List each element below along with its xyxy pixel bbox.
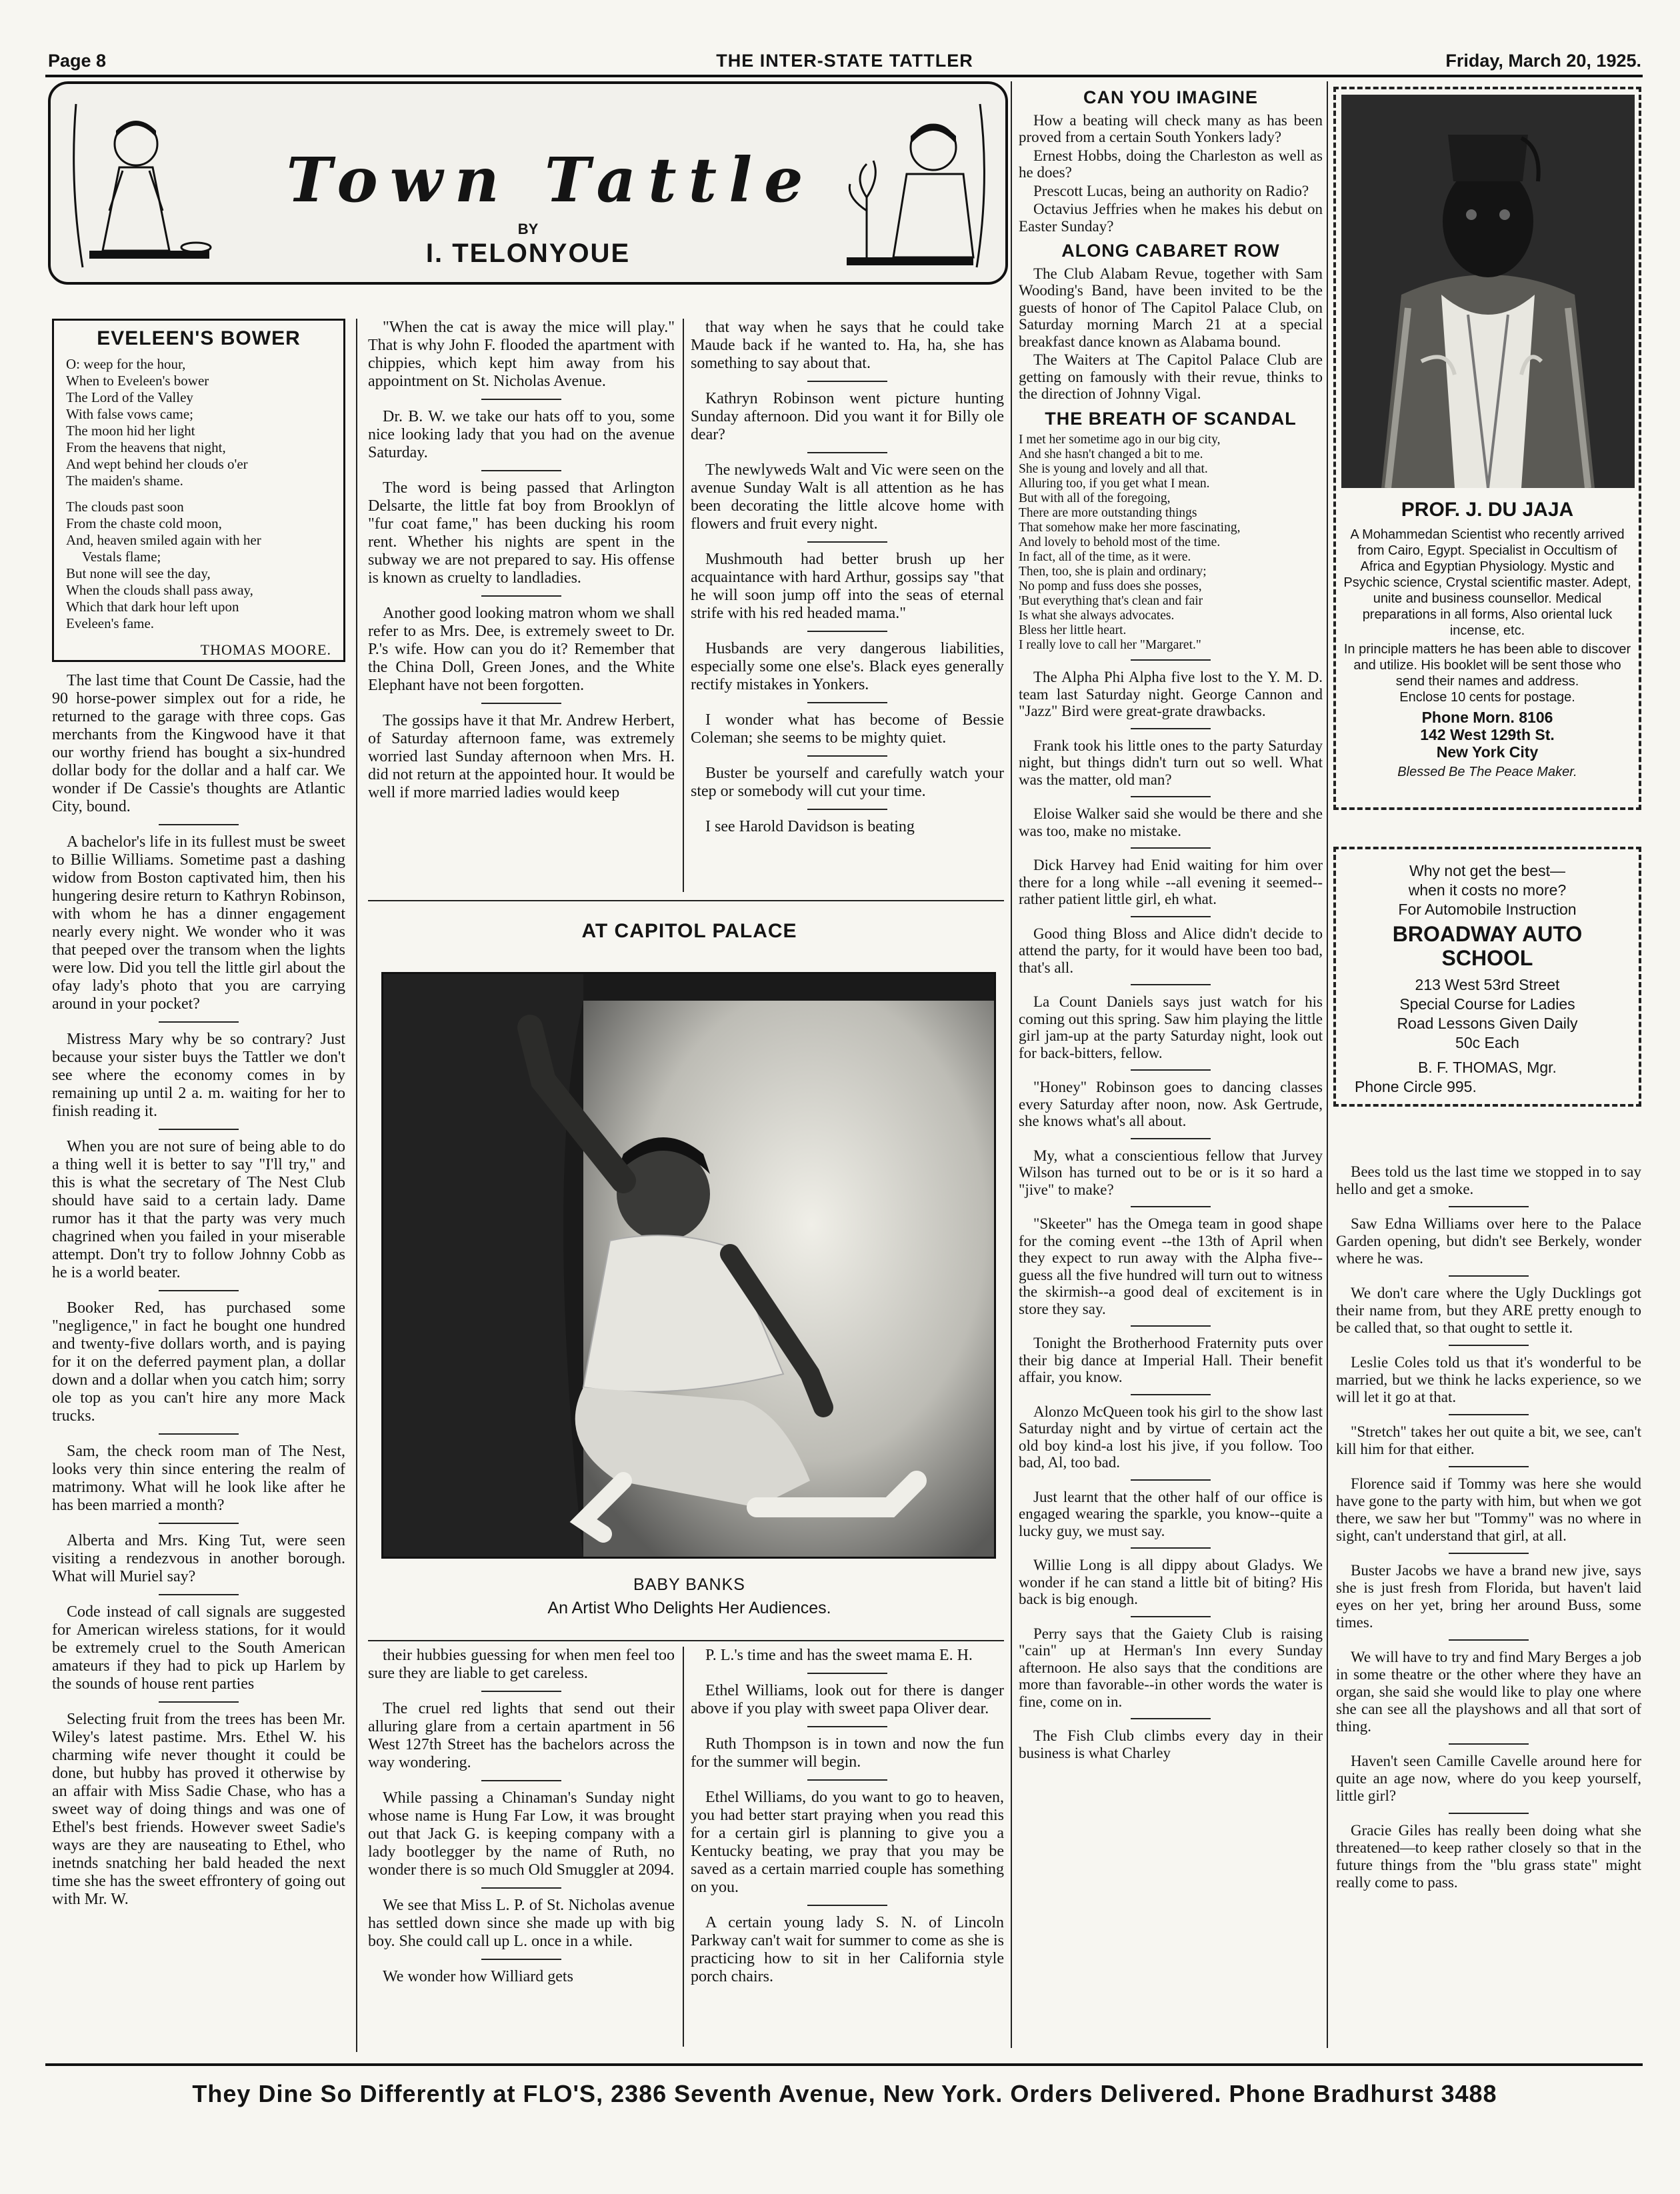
poem-line: From the chaste cold moon, — [66, 515, 222, 531]
item-divider — [1131, 1206, 1211, 1207]
column-3-top — [691, 319, 1004, 844]
gossip-item: Prescott Lucas, being an authority on Radio? — [1033, 182, 1309, 199]
gossip-item: Mistress Mary why be so contrary? Just because your sister buys the Tattler we don't see where the economy comes in by remaining up until 2 a. m. waiting for her to finish reading it. — [52, 1031, 345, 1120]
gossip-item: Buster be yourself and carefully watch your step or somebody will cut your time. — [691, 765, 1004, 800]
gossip-item: Willie Long is all dippy about Gladys. We wonder if he can stand a little bit of biting? His back is big enough. — [1019, 1557, 1323, 1607]
gossip-item: Booker Red, has purchased some "negligence," in fact he bought one hundred and twenty-five dollars worth, and is paying for it on the deferred payment plan, a dollar down and a dollar when you catch him; sorry ole top as you can't hire any more Mack trucks. — [52, 1299, 345, 1425]
photo-bottom-rule — [368, 1640, 1004, 1641]
gossip-item: How a beating will check many as has been proved from a certain South Yonkers lady? — [1019, 111, 1323, 145]
gossip-item: A bachelor's life in its fullest must be sweet to Billie Williams. Sometime past a dashing widow from Boston captivated him, then his hungering desire return to Kathryn Robinson, with whom he has a dinner engagement nearly every night. We wonder who it was that peeped over the transom when the lights were low. Did you tell the little girl about the ofay lady's photo that you are carrying around in your pocket? — [52, 833, 345, 1013]
item-divider — [481, 1691, 561, 1692]
poem-line: But with all of the foregoing, — [1019, 491, 1171, 505]
section-heading-cabaret: ALONG CABARET ROW — [1061, 241, 1280, 261]
gossip-item: "Honey" Robinson goes to dancing classes every Saturday after noon, now. Ask Gertrude, she knows what's all about. — [1019, 1079, 1323, 1129]
gossip-item: Ethel Williams, do you want to go to heaven, you had better start praying when you read this for a certain girl is planning to give you a Kentucky beating, we pray that you may be saved as a certain married couple has something on you. — [691, 1789, 1004, 1896]
gossip-item: The newlyweds Walt and Vic were seen on the avenue Sunday Walt is all attention as he has been decorating the little alcove home with flowers and fruit every night. — [691, 461, 1004, 533]
poem-line: The maiden's shame. — [66, 473, 183, 489]
poem-line: Alluring too, if you get what I mean. — [1019, 477, 1210, 491]
du-jaja-portrait — [1341, 95, 1635, 488]
item-divider — [159, 824, 239, 825]
column-1 — [52, 672, 345, 1917]
item-divider — [807, 1673, 887, 1674]
poem-line: And, heaven smiled again with her — [66, 532, 261, 548]
item-divider — [807, 541, 887, 543]
ad-manager: B. F. THOMAS, Mgr. — [1418, 1059, 1557, 1076]
item-divider — [1131, 796, 1211, 797]
item-divider — [1449, 1639, 1529, 1641]
item-divider — [807, 702, 887, 703]
column-rule — [683, 319, 684, 892]
column-2-top — [368, 319, 675, 810]
item-divider — [1449, 1206, 1529, 1207]
ad-text: when it costs no more? — [1408, 881, 1567, 899]
poem-line: With false vows came; — [66, 406, 194, 422]
gossip-item: We will have to try and find Mary Berges a job in some theatre or the other where they have an organ, she said she would like to play one where she can see all the playshows and all that sort of thing. — [1336, 1649, 1641, 1735]
du-jaja-advertisement — [1333, 87, 1641, 810]
item-divider — [481, 470, 561, 471]
gossip-item: Selecting fruit from the trees has been Mr. Wiley's latest pastime. Mrs. Ethel W. his charming wife never thought it could be done, but hubby has proved it otherwise by an affair with Miss Sadie Chase, who has a sweet way of doing things and was one of Ethel's best friends. However sweet Sadie's ways are they are nauseating to Ethel, who inetnds snatching her bald headed the next time she has the sweet effrontery of going out with Mr. W. — [52, 1711, 345, 1908]
poem-line: I met her sometime ago in our big city, — [1019, 433, 1221, 447]
poem-line: O: weep for the hour, — [66, 356, 186, 372]
poem-line: I really love to call her "Margaret." — [1019, 638, 1201, 652]
gossip-item: Another good looking matron whom we shall refer to as Mrs. Dee, is extremely sweet to Dr. P.'s wife. How can you do it? Remember that the China Doll, Green Jones, and the White Elephant have not been forgotten. — [368, 605, 675, 694]
poem-line: And she hasn't changed a bit to me. — [1019, 447, 1203, 461]
gossip-item: their hubbies guessing for when men feel too sure they are liable to get careless. — [368, 1647, 675, 1682]
ad-text: Enclose 10 cents for postage. — [1399, 690, 1575, 705]
item-divider — [1131, 1069, 1211, 1071]
ad-phone: Phone Morn. 8106 — [1421, 709, 1553, 726]
gossip-item: Buster Jacobs we have a brand new jive, says she is just fresh from Florida, but haven't laid eyes on her yet, bring her around Buss, some times. — [1336, 1562, 1641, 1631]
broadway-auto-school-advertisement — [1333, 847, 1641, 1107]
gossip-item: Dr. B. W. we take our hats off to you, some nice looking lady that you had on the avenue Saturday. — [368, 408, 675, 461]
gossip-item: Dick Harvey had Enid waiting for him over there for a long while --all evening it seemed--rather patient little girl, eh what. — [1019, 857, 1323, 907]
photo-subcaption: An Artist Who Delights Her Audiences. — [547, 1599, 831, 1617]
poem-line: The moon hid her light — [66, 423, 195, 439]
gossip-item: Alberta and Mrs. King Tut, were seen visiting a rendezvous in another borough. What will Muriel say? — [52, 1532, 345, 1585]
poem-line: The Lord of the Valley — [66, 389, 193, 405]
item-divider — [1449, 1743, 1529, 1745]
gossip-item: Florence said if Tommy was here she would have gone to the party with him, but when we got there, we saw her but "Tommy" was no where in sight, can't understand that girl, at all. — [1336, 1475, 1641, 1544]
gossip-item: Perry says that the Gaiety Club is raising "cain" up at Herman's Inn every Sunday afternoon. He also says that the conditions are more than favorable--in other words the water is fine, come on in. — [1019, 1625, 1323, 1710]
column-5 — [1336, 1163, 1641, 1899]
item-divider — [1449, 1275, 1529, 1277]
man-with-plant-illustration-icon — [827, 97, 993, 274]
ad-text: A Mohammedan Scientist who recently arrived from Cairo, Egypt. Specialist in Occultism of Africa and Egyptian Physiology. Mystic and Psychic science, Crystal scientific master. Adept, unite and business counsellor. Medical preparations in all forms, Also oriental luck incense, etc. — [1343, 527, 1631, 638]
poem-title: EVELEEN'S BOWER — [97, 327, 301, 349]
poem-line: Vestals flame; — [82, 549, 161, 565]
byline-label: BY — [517, 221, 539, 237]
poem-line: Which that dark hour left upon — [66, 599, 239, 615]
gossip-item: A certain young lady S. N. of Lincoln Parkway can't wait for summer to come as she is practicing how to sit in her California style porch chairs. — [691, 1914, 1004, 1985]
gossip-item: We wonder how Williard gets — [383, 1968, 573, 1985]
item-divider — [1131, 1325, 1211, 1327]
item-divider — [1131, 1479, 1211, 1481]
gossip-item: Eloise Walker said she would be there and she was too, make no mistake. — [1019, 805, 1323, 839]
gossip-item: Haven't seen Camille Cavelle around here for quite an age now, where do you keep yourself, little girl? — [1336, 1753, 1641, 1804]
item-divider — [1131, 916, 1211, 917]
newspaper-title: THE INTER-STATE TATTLER — [716, 51, 973, 71]
item-divider — [1449, 1553, 1529, 1554]
top-rule — [45, 75, 1643, 77]
gossip-item: The cruel red lights that send out their alluring glare from a certain apartment in 56 West 127th Street has the bachelors across the way wondering. — [368, 1700, 675, 1771]
gossip-item: We don't care where the Ugly Ducklings got their name from, but they ARE pretty enough to be called that, so that ought to settle it. — [1336, 1285, 1641, 1336]
gossip-item: Octavius Jeffries when he makes his debut on Easter Sunday? — [1019, 201, 1323, 235]
gossip-item: Tonight the Brotherhood Fraternity puts over their big dance at Imperial Hall. Their benefit affair, you know. — [1019, 1335, 1323, 1385]
ad-phone: Phone Circle 995. — [1355, 1078, 1477, 1095]
poem-line: No pomp and fuss does she posses, — [1019, 579, 1202, 593]
poem-stanza-1 — [66, 356, 331, 489]
item-divider — [1131, 659, 1211, 661]
gossip-item: We see that Miss L. P. of St. Nicholas avenue has settled down since she made up with big boy. She could call up L. once in a while. — [368, 1897, 675, 1950]
byline-author: I. TELONYOUE — [425, 239, 631, 268]
column-4 — [1019, 87, 1323, 1769]
town-tattle-banner — [48, 81, 1008, 285]
poem-line: That somehow make her more fascinating, — [1019, 521, 1241, 535]
column-rule — [683, 1647, 684, 2047]
poem-author: THOMAS MOORE. — [200, 641, 331, 658]
gossip-item: "When the cat is away the mice will play." That is why John F. flooded the apartment with chippies, which kept him away from his appointment on St. Nicholas Avenue. — [368, 319, 675, 390]
gossip-item: While passing a Chinaman's Sunday night whose name is Hung Far Low, it was brought out that Jack G. is keeping company with a lady bootlegger by the name of Ruth, no wonder there is so much Old Smuggler at 2094. — [368, 1789, 675, 1879]
gossip-item: Good thing Bloss and Alice didn't decide to attend the party, for it would have been too bad, that's all. — [1019, 925, 1323, 976]
item-divider — [481, 703, 561, 704]
item-divider — [807, 381, 887, 382]
gossip-item: The Fish Club climbs every day in their business is what Charley — [1019, 1727, 1323, 1761]
gossip-item: I wonder what has become of Bessie Coleman; she seems to be mighty quiet. — [691, 711, 1004, 747]
man-in-fez-portrait-icon — [1341, 95, 1635, 488]
ad-text: Special Course for Ladies — [1399, 995, 1575, 1013]
item-divider — [481, 1780, 561, 1781]
gossip-item: The last time that Count De Cassie, had the 90 horse-power simplex out for a ride, he returned to the garage with three cops. Gas merchants from the Kingwood have it that our worthy friend has bought a six-hundred dollar body for the dollar and a half car. We wonder if De Cassie's thoughts are Atlantic City, bound. — [52, 672, 345, 815]
gossip-item: Ernest Hobbs, doing the Charleston as well as he does? — [1019, 147, 1323, 181]
gossip-item: The Club Alabam Revue, together with Sam Wooding's Band, have been invited to be the guests of honor of The Capitol Palace Club, on Saturday morning March 21 at a special breakfast dance known as Alabama bound. — [1019, 265, 1323, 350]
item-divider — [1131, 1616, 1211, 1617]
item-divider — [159, 1701, 239, 1703]
poem-line: Is what she always advocates. — [1019, 609, 1175, 623]
poem-line: But none will see the day, — [66, 565, 211, 581]
poem-line: And wept behind her clouds o'er — [66, 456, 248, 472]
du-jaja-body — [1341, 527, 1633, 780]
gossip-item: Kathryn Robinson went picture hunting Sunday afternoon. Did you want it for Billy ole dear? — [691, 390, 1004, 443]
issue-date: Friday, March 20, 1925. — [1445, 51, 1641, 71]
photo-heading: AT CAPITOL PALACE — [581, 920, 797, 942]
masthead — [48, 47, 1641, 76]
item-divider — [807, 755, 887, 757]
poem-line: 'But everything that's clean and fair — [1019, 594, 1203, 608]
gossip-item: The Alpha Phi Alpha five lost to the Y. M. D. team last Saturday night. George Cannon and "Jazz" Bird were great-grate drawbacks. — [1019, 669, 1323, 719]
gossip-item: Ruth Thompson is in town and now the fun for the summer will begin. — [691, 1735, 1004, 1771]
ad-price: 50c Each — [1455, 1034, 1519, 1051]
gossip-item: Code instead of call signals are suggested for American wireless stations, for it would be extremely cruel to the South American amateurs if they had to pick up Harlem by the sounds of house rent parties — [52, 1603, 345, 1693]
item-divider — [807, 1905, 887, 1906]
column-rule — [1327, 81, 1328, 2048]
item-divider — [807, 631, 887, 632]
item-divider — [159, 1290, 239, 1291]
column-rule — [1011, 81, 1012, 2048]
dancer-photo-icon — [383, 974, 996, 1559]
item-divider — [481, 1887, 561, 1889]
poem-line: When the clouds shall pass away, — [66, 582, 253, 598]
gossip-item: "Skeeter" has the Omega team in good shape for the coming event --the 13th of April when they expect to run away with the Alpha five--guess all the five hundred will turn out to witness the skirmish--a good deal of excitement is in store they say. — [1019, 1215, 1323, 1317]
gossip-item: Alonzo McQueen took his girl to the show last Saturday night and by virtue of certain act the old boy kind-a lost his jive, if you follow. Too bad, Al, too bad. — [1019, 1403, 1323, 1471]
gossip-item: The Waiters at The Capitol Palace Club are getting on famously with their revue, thinks to the direction of Johnny Vigal. — [1019, 351, 1323, 402]
item-divider — [1131, 728, 1211, 729]
section-heading-imagine: CAN YOU IMAGINE — [1083, 87, 1259, 107]
gossip-item: When you are not sure of being able to do a thing well it is better to say "I'll try," and this is what the secretary of The Nest Club should have said to a certain lady. Dame rumor has it that the party was very much chagrined when you failed in your miserable attempt. Don't try to follow Johnny Cobb as he is a world beater. — [52, 1138, 345, 1281]
gossip-item: Saw Edna Williams over here to the Palace Garden opening, but didn't see Berkely, wonder where he was. — [1336, 1215, 1641, 1267]
column-2-bottom — [368, 1647, 675, 1994]
item-divider — [1449, 1466, 1529, 1467]
poem-line: Bless her little heart. — [1019, 623, 1127, 637]
item-divider — [1449, 1414, 1529, 1415]
baby-banks-photo — [381, 972, 996, 1559]
ad-address: 142 West 129th St. — [1420, 726, 1555, 743]
bottom-rule — [45, 2063, 1643, 2066]
photo-caption: BABY BANKS — [633, 1575, 745, 1594]
gossip-item: that way when he says that he could take Maude back if he wanted to. Ha, ha, she has something to say about that. — [691, 319, 1004, 372]
section-heading-scandal: THE BREATH OF SCANDAL — [1045, 408, 1297, 429]
gossip-item: The gossips have it that Mr. Andrew Herbert, of Saturday afternoon fame, was extremely worried last Sunday afternoon when Mrs. H. did not return at the appointed hour. It would be well if more married ladies would keep — [368, 712, 675, 801]
photo-top-rule — [368, 900, 1004, 901]
page-number: Page 8 — [48, 51, 107, 71]
item-divider — [1131, 1718, 1211, 1719]
ad-city: New York City — [1436, 743, 1539, 761]
poem-line: The clouds past soon — [66, 499, 184, 515]
item-divider — [159, 1433, 239, 1435]
poem-line: Then, too, she is plain and ordinary; — [1019, 565, 1207, 579]
column-rule — [356, 319, 357, 2052]
item-divider — [1449, 1345, 1529, 1346]
flos-footer-advertisement: They Dine So Differently at FLO'S, 2386 Seventh Avenue, New York. Orders Delivered. Phone Bradhurst 3488 — [192, 2080, 1497, 2107]
item-divider — [159, 1523, 239, 1524]
gossip-item: My, what a conscientious fellow that Jurvey Wilson has turned out to be or is it so hard a "jive" to make? — [1019, 1147, 1323, 1198]
column-3-bottom — [691, 1647, 1004, 1994]
gossip-item: Husbands are very dangerous liabilities, especially some one else's. Black eyes generally rectify mistakes in Yonkers. — [691, 640, 1004, 693]
item-divider — [1131, 1547, 1211, 1549]
item-divider — [481, 1959, 561, 1960]
gossip-item: La Count Daniels says just watch for his coming out this spring. Saw him playing the little girl jam-up at the party Saturday night, look out for back-bitters, fellow. — [1019, 993, 1323, 1061]
gossip-item: Sam, the check room man of The Nest, looks very thin since entering the realm of matrimony. What will he look like after he has been married a month? — [52, 1443, 345, 1514]
ad-address: 213 West 53rd Street — [1415, 976, 1560, 993]
scandal-poem — [1019, 433, 1323, 653]
poem-line: From the heavens that night, — [66, 439, 226, 455]
ad-text: Why not get the best— — [1409, 862, 1565, 879]
item-divider — [481, 399, 561, 400]
item-divider — [807, 809, 887, 810]
gossip-item: Bees told us the last time we stopped in to say hello and get a smoke. — [1336, 1163, 1641, 1197]
item-divider — [807, 1726, 887, 1727]
ad-text: Road Lessons Given Daily — [1397, 1015, 1578, 1032]
item-divider — [159, 1021, 239, 1023]
photo-feature — [375, 905, 1004, 1639]
section-title: Town Tattle — [286, 144, 815, 216]
item-divider — [1131, 984, 1211, 985]
item-divider — [807, 1779, 887, 1781]
item-divider — [481, 595, 561, 597]
item-divider — [807, 452, 887, 453]
gossip-item: Ethel Williams, look out for there is danger above if you play with sweet papa Oliver dear. — [691, 1682, 1004, 1717]
poem-line: She is young and lovely and all that. — [1019, 462, 1208, 476]
ad-motto: Blessed Be The Peace Maker. — [1397, 765, 1577, 779]
gossip-item: Gracie Giles has really been doing what she threatened—to keep rather closely so that in the future things from the "blu grass state" might really come to pass. — [1336, 1822, 1641, 1891]
poem-line: In fact, all of the time, as it were. — [1019, 550, 1191, 564]
poem-line: And lovely to behold most of the time. — [1019, 535, 1221, 549]
item-divider — [1131, 1394, 1211, 1395]
poem-stanza-2 — [66, 499, 331, 632]
gossip-item: The word is being passed that Arlington Delsarte, the little fat boy from Brooklyn of "fur coat fame," has been ducking his room rent. Whether his nights are spent in the subway we are not prepared to say. His offense is known as cruelty to landladies. — [368, 479, 675, 587]
gossip-item: "Stretch" takes her out quite a bit, we see, can't kill him for that either. — [1336, 1423, 1641, 1457]
poem-box — [52, 319, 345, 662]
poem-line: When to Eveleen's bower — [66, 373, 209, 389]
ad-business-name: BROADWAY AUTO SCHOOL — [1392, 922, 1583, 970]
item-divider — [1131, 847, 1211, 849]
ad-text: For Automobile Instruction — [1398, 901, 1577, 918]
gossip-item: Frank took his little ones to the party Saturday night, but things didn't turn out so well. What was the matter, old man? — [1019, 737, 1323, 788]
gossip-item: Just learnt that the other half of our office is engaged wearing the sparkle, you know--quite a lucky guy, we must say. — [1019, 1488, 1323, 1539]
item-divider — [1131, 1138, 1211, 1139]
poem-line: There are more outstanding things — [1019, 506, 1197, 520]
du-jaja-name: PROF. J. DU JAJA — [1401, 499, 1574, 521]
poem-line: Eveleen's fame. — [66, 615, 155, 631]
item-divider — [159, 1594, 239, 1595]
gossip-item: I see Harold Davidson is beating — [705, 818, 915, 835]
gossip-item: Mushmouth had better brush up her acquaintance with hard Arthur, gossips say "that he will soon jump off into the seas of eternal strife with his red headed mama." — [691, 551, 1004, 622]
item-divider — [159, 1129, 239, 1130]
ad-text: In principle matters he has been able to discover and utilize. His booklet will be sent those who send their names and address. — [1343, 642, 1631, 689]
gossip-item: Leslie Coles told us that it's wonderful to be married, but we think he lacks experience, so we will let it go at that. — [1336, 1354, 1641, 1405]
gossip-item: P. L.'s time and has the sweet mama E. H. — [705, 1647, 973, 1664]
item-divider — [1449, 1813, 1529, 1814]
